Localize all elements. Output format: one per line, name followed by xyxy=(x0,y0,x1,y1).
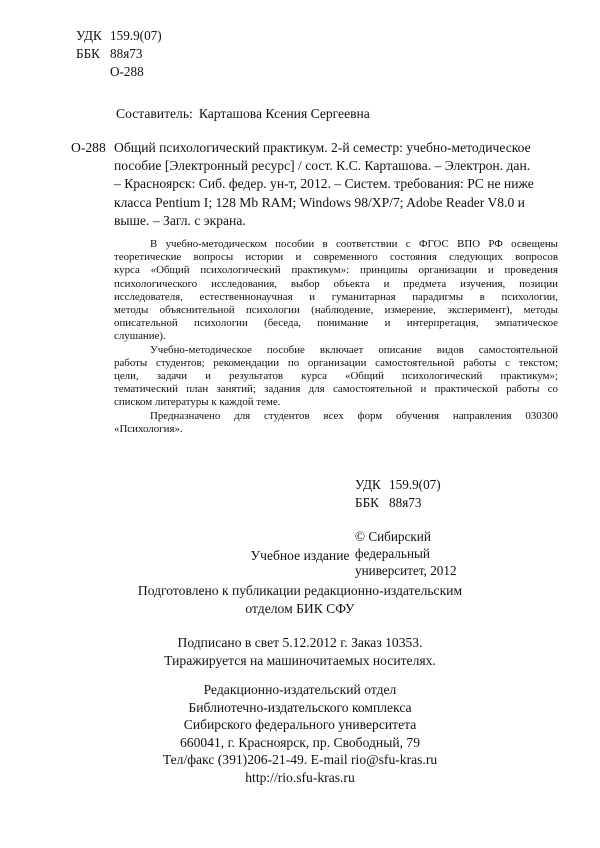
footer-classification-codes xyxy=(355,476,441,511)
abstract-line: методы объяснительной психологии (наблюдение, измерение, эксперимент), методы xyxy=(114,304,558,317)
signed-line: Тиражируется на машиночитаемых носителях. xyxy=(164,652,436,668)
abstract-line: исследователя, естественнонаучная и гуманитарная парадигмы в психологии, xyxy=(114,290,558,303)
abstract-line: В учебно-методическом пособии в соответствии с ФГОС ВПО РФ освещены xyxy=(150,238,558,250)
udk-label: УДК xyxy=(76,28,102,43)
abstract-line: «Психология». xyxy=(114,422,183,435)
bbk-label: ББК xyxy=(76,46,100,61)
abstract-line: слушание). xyxy=(114,330,166,343)
bib-line: пособие [Электронный ресурс] / сост. К.С. Карташова. – Электрон. дан. xyxy=(114,158,531,174)
copyright-line: © Сибирский xyxy=(355,529,431,544)
compiler-name: Карташова Ксения Сергеевна xyxy=(198,106,370,121)
udk-value: 159.9(07) xyxy=(110,28,162,43)
prepared-for-publication xyxy=(60,582,540,617)
edition-type: Учебное издание xyxy=(250,548,350,563)
publisher-line: Редакционно-издательский отдел xyxy=(203,682,397,697)
bbk-value: 88я73 xyxy=(389,494,422,510)
udk-value: 159.9(07) xyxy=(389,477,441,492)
copyright-line: университет, 2012 xyxy=(355,563,457,578)
compiler-label: Составитель: xyxy=(116,106,193,121)
publisher-contacts: Тел/факс (391)206-21-49. E-mail rio@sfu-kras.ru xyxy=(162,752,438,768)
abstract-line: тематический план занятий; задания для самостоятельной и практической работы со xyxy=(114,383,558,396)
abstract-line: Учебно-методическое пособие включает описание видов самостоятельной xyxy=(150,343,558,356)
abstract-line: цели, задачи и результатов курса «Общий психологический практикум»; xyxy=(114,370,558,383)
abstract-line: теоретические вопросы истории и современного состояния следующих вопросов xyxy=(114,251,558,264)
abstract-line: Предназначено для студентов всех форм обучения направления 030300 xyxy=(150,409,558,422)
abstract-line: работы студентов; рекомендации по организации самостоятельной работы с текстом; xyxy=(114,356,558,369)
prepared-line: отделом БИК СФУ xyxy=(245,600,355,616)
bibliographic-description xyxy=(114,139,534,230)
copyright-line: федеральный xyxy=(355,546,430,561)
signed-line: Подписано в свет 5.12.2012 г. Заказ 10353. xyxy=(177,635,423,650)
publisher-line: Сибирского федерального университета xyxy=(183,717,417,733)
header-classification-codes xyxy=(76,27,162,81)
author-mark: О-288 xyxy=(110,64,144,79)
bib-line: – Красноярск: Сиб. федер. ун-т, 2012. – Систем. требования: PC не ниже xyxy=(114,176,534,192)
publisher-line: 660041, г. Красноярск, пр. Свободный, 79 xyxy=(179,734,420,750)
compiler-line xyxy=(116,106,370,122)
abstract xyxy=(114,238,558,436)
publisher-info xyxy=(60,681,540,787)
prepared-line: Подготовлено к публикации редакционно-издательским xyxy=(137,583,463,598)
bib-line: выше. – Загл. с экрана. xyxy=(114,212,246,228)
bbk-label: ББК xyxy=(355,494,379,510)
bbk-value: 88я73 xyxy=(110,46,143,61)
abstract-line: психологического исследования, выбор объекта и предмета изучения, позиции xyxy=(114,277,558,290)
abstract-line: описательной психологии (беседа, понимание и интерпретация, эмпатическое xyxy=(114,317,558,330)
publisher-line: Библиотечно-издательского комплекса xyxy=(188,699,412,715)
udk-label: УДК xyxy=(355,477,381,492)
abstract-line: списком литературы к каждой теме. xyxy=(114,396,281,409)
publication-signed xyxy=(60,634,540,669)
bibliographic-code: О-288 xyxy=(71,140,106,155)
abstract-line: курса «Общий психологический практикум»: принципы организации и проведения xyxy=(114,264,558,277)
bib-line: класса Pentium I; 128 Mb RAM; Windows 98/XP/7; Adobe Reader V8.0 и xyxy=(114,194,525,210)
bib-line: Общий психологический практикум. 2-й семестр: учебно-методическое xyxy=(114,140,531,155)
publisher-website: http://rio.sfu-kras.ru xyxy=(245,769,355,785)
